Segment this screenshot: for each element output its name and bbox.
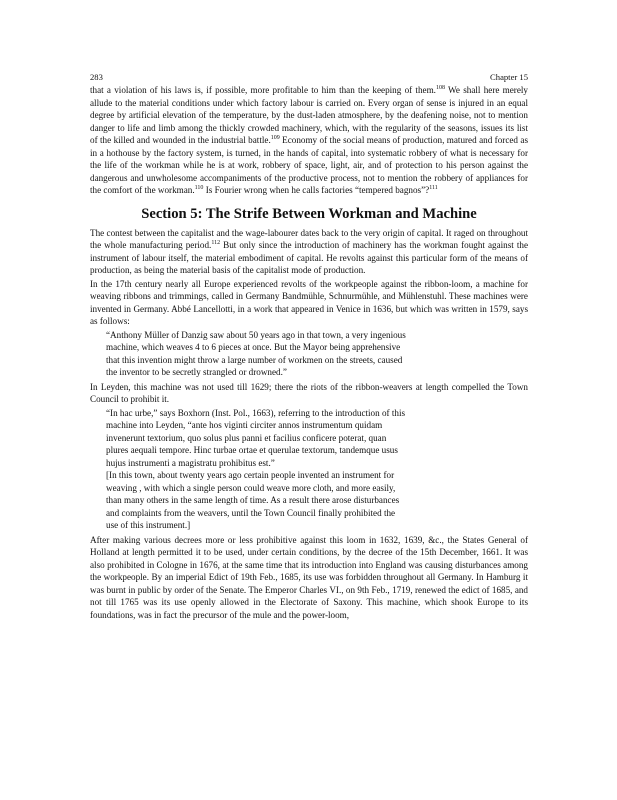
- quote-line: invenerunt textorium, quo solus plus panni et facilius conficere poterat, quan: [106, 432, 387, 443]
- running-header: [90, 72, 528, 83]
- quote-line: that this invention might throw a large number of workmen on the streets, caused: [106, 354, 403, 365]
- quote-line: [In this town, about twenty years ago certain people invented an instrument for: [106, 470, 395, 480]
- quote-line: use of this instrument.]: [106, 520, 191, 530]
- chapter-label: Chapter 15: [490, 72, 528, 82]
- page-number: 283: [90, 72, 103, 82]
- quote-line: hujus instrumenti a magistratu prohibitus est.”: [106, 457, 275, 468]
- footnote-ref-111[interactable]: 111: [429, 185, 438, 191]
- footnote-ref-109[interactable]: 109: [270, 135, 280, 141]
- text-run: Is Fourier wrong when he calls factories “tempered bagnos”?: [203, 185, 430, 195]
- footnote-ref-112[interactable]: 112: [211, 240, 221, 246]
- paragraph-ribbon-loom: In the 17th century nearly all Europe experienced revolts of the workpeople against the ribbon-loom, a machine for weaving ribbons and trimmings, called in Germany Bandmühle, Schnurmühle, and Mühlenstuhl. These machines were invented in Germany. Abbé Lancellotti, in a work that appeared in Venice in 1636, but which was written in 1579, says as follows:: [90, 278, 528, 326]
- text-run: Economy of the social means of production, matured and forced as in a hothouse by the factory system, is turned, in the hands of capital, into systematic robbery of what is necessary for the life of the workman while he is at work, robbery of space, light, air, and of protection to his person against the dangerous and unwholesome accompaniments of the productive process, not to mention the robbery of appliances for the comfort of the workman.: [90, 135, 528, 195]
- quote-line: plures aequali tempore. Hinc turbae ortae et querulae textorum, tandemque usus: [106, 445, 398, 455]
- text-run: The contest between the capitalist and the wage-labourer dates back to the very origin of capital. It raged on throughout the whole manufacturing period.: [90, 227, 528, 250]
- section-title: Section 5: The Strife Between Workman and Machine: [141, 205, 477, 222]
- quote-line: machine into Leyden, “ante hos viginti circiter annos instrumentum quidam: [106, 420, 383, 430]
- quote-line: than many others in the same length of time. As a result there arose disturbances: [106, 495, 400, 505]
- block-quote-boxhorn: [106, 407, 446, 532]
- quote-line: “In hac urbe,” says Boxhorn (Inst. Pol., 1663), referring to the introduction of this: [106, 407, 406, 418]
- footnote-ref-108[interactable]: 108: [435, 85, 445, 91]
- document-page: [90, 72, 528, 621]
- block-quote-lancellotti: [106, 329, 446, 379]
- paragraph-leyden: In Leyden, this machine was not used till 1629; there the riots of the ribbon-weavers at length compelled the Town Council to prohibit it.: [90, 381, 528, 404]
- text-run: We shall here merely allude to the material conditions under which factory labour is carried on. Every organ of sense is injured in an equal degree by artificial elevation of the temperature, by the dust-laden atmosphere, by the deafening noise, not to mention danger to life and limb among the thickly crowded machinery, which, with the regularity of the seasons, issues its list of the killed and wounded in the industrial battle.: [90, 85, 528, 145]
- quote-line: weaving , with which a single person could weave more cloth, and more easily,: [106, 482, 396, 493]
- footnote-ref-110[interactable]: 110: [194, 185, 204, 191]
- quote-line: machine, which weaves 4 to 6 pieces at once. But the Mayor being apprehensive: [106, 342, 401, 352]
- text-run: that a violation of his laws is, if possible, more profitable to him than the keeping of them.: [90, 85, 436, 95]
- quote-line: the inventor to be secretly strangled or drowned.”: [106, 367, 287, 377]
- quote-line: “Anthony Müller of Danzig saw about 50 years ago in that town, a very ingenious: [106, 329, 406, 340]
- paragraph-factory-conditions: [90, 84, 528, 197]
- text-run: But only since the introduction of machinery has the workman fought against the instrument of labour itself, the material embodiment of capital. He revolts against this particular form of the means of production, as being the material basis of the capitalist mode of production.: [90, 240, 529, 275]
- paragraph-decrees: After making various decrees more or less prohibitive against this loom in 1632, 1639, &c., the States General of Holland at length permitted it to be used, under certain conditions, by the decree of the 15th December, 1661. It was also prohibited in Cologne in 1676, at the same time that its introduction into England was causing disturbances among the workpeople. By an imperial Edict of 19th Feb., 1685, its use was forbidden throughout all Germany. In Hamburg it was burnt in public by order of the Senate. The Emperor Charles VI., on 9th Feb., 1719, renewed the edict of 1685, and not till 1765 was its use openly allowed in the Electorate of Saxony. This machine, which shook Europe to its foundations, was in fact the precursor of the mule and the power-loom,: [90, 534, 528, 620]
- paragraph-contest: [90, 227, 528, 277]
- quote-line: and complaints from the weavers, until the Town Council finally prohibited the: [106, 507, 396, 518]
